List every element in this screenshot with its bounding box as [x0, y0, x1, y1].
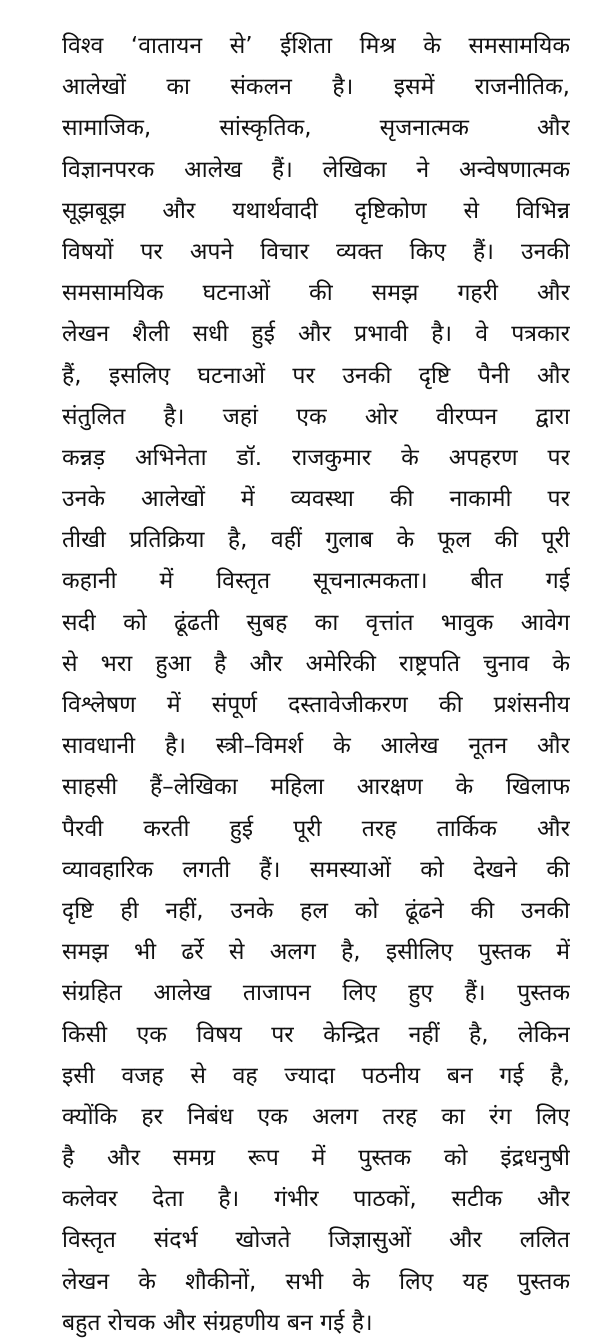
text-line: किसी एक विषय पर केन्द्रित नहीं है, लेकिन — [62, 1021, 570, 1048]
text-line: बहुत रोचक और संग्रहणीय बन गई है। — [62, 1309, 373, 1336]
text-line: लेखन शैली सधी हुई और प्रभावी है। वे पत्रकार — [62, 321, 570, 348]
body-paragraph — [62, 26, 570, 1344]
text-line: व्यावहारिक लगती हैं। समस्याओं को देखने की — [62, 856, 570, 883]
text-line: संग्रहित आलेख ताजापन लिए हुए हैं। पुस्तक — [62, 980, 570, 1007]
text-line: विश्व ‘वातायन से’ ईशिता मिश्र के समसामयिक — [62, 33, 570, 59]
text-line: कन्नड़ अभिनेता डॉ. राजकुमार के अपहरण पर — [62, 444, 570, 471]
text-line: सावधानी है। स्त्री–विमर्श के आलेख नूतन और — [62, 733, 570, 760]
text-line: संतुलित है। जहां एक ओर वीरप्पन द्वारा — [62, 403, 570, 430]
text-line: से भरा हुआ है और अमेरिकी राष्ट्रपति चुनाव के — [62, 650, 570, 677]
text-line: सामाजिक, सांस्कृतिक, सृजनात्मक और — [62, 115, 570, 142]
text-line: समसामयिक घटनाओं की समझ गहरी और — [62, 280, 570, 307]
text-line: हैं, इसलिए घटनाओं पर उनकी दृष्टि पैनी और — [62, 362, 570, 389]
text-line: उनके आलेखों में व्यवस्था की नाकामी पर — [62, 486, 570, 513]
text-line: इसी वजह से वह ज्यादा पठनीय बन गई है, — [62, 1062, 570, 1089]
text-line: साहसी हैं–लेखिका महिला आरक्षण के खिलाफ — [62, 774, 570, 801]
text-line: दृष्टि ही नहीं, उनके हल को ढूंढने की उनकी — [62, 897, 570, 924]
text-line: आलेखों का संकलन है। इसमें राजनीतिक, — [62, 74, 570, 101]
text-line: तीखी प्रतिक्रिया है, वहीं गुलाब के फूल की पूरी — [62, 527, 570, 554]
text-line: विश्लेषण में संपूर्ण दस्तावेजीकरण की प्रशंसनीय — [62, 692, 570, 718]
text-line: क्योंकि हर निबंध एक अलग तरह का रंग लिए — [62, 1103, 570, 1130]
text-line: कलेवर देता है। गंभीर पाठकों, सटीक और — [62, 1186, 570, 1213]
text-line: कहानी में विस्तृत सूचनात्मकता। बीत गई — [62, 568, 570, 595]
text-line: सूझबूझ और यथार्थवादी दृष्टिकोण से विभिन्न — [62, 197, 570, 224]
text-line: समझ भी ढर्रे से अलग है, इसीलिए पुस्तक में — [62, 939, 570, 966]
text-line: है और समग्र रूप में पुस्तक को इंद्रधनुषी — [62, 1145, 570, 1172]
text-line: विषयों पर अपने विचार व्यक्त किए हैं। उनकी — [62, 238, 570, 265]
text-line: पैरवी करती हुई पूरी तरह तार्किक और — [62, 815, 570, 842]
text-line: विस्तृत संदर्भ खोजते जिज्ञासुओं और ललित — [62, 1227, 570, 1254]
text-line: लेखन के शौकीनों, सभी के लिए यह पुस्तक — [62, 1268, 570, 1295]
text-line: विज्ञानपरक आलेख हैं। लेखिका ने अन्वेषणात्मक — [62, 156, 570, 183]
text-line: सदी को ढूंढती सुबह का वृत्तांत भावुक आवेग — [62, 609, 570, 636]
